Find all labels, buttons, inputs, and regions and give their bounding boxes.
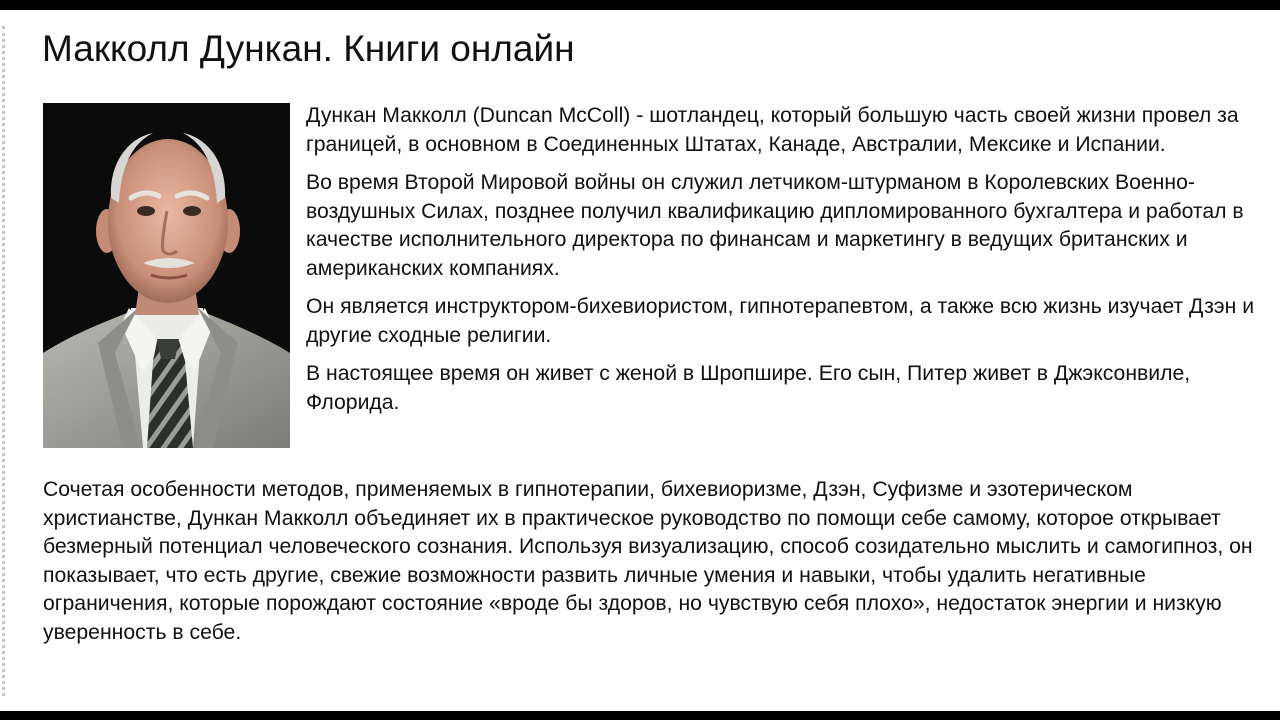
bio-text [306,102,1256,427]
page-title: Макколл Дункан. Книги онлайн [42,28,575,69]
bio-paragraph: В настоящее время он живет с женой в Шропшире. Его сын, Питер живет в Джэксонвиле, Флорида. [306,362,1191,414]
bio-paragraph: Во время Второй Мировой войны он служил летчиком-штурманом в Королевских Военно-воздушных Силах, позднее получил квалификацию дипломированного бухгалтера и работал в качестве исполнительного директора по финансам и маркетингу в ведущих британских и американских компаниях. [306,171,1244,280]
top-frame-bar [0,0,1280,10]
author-portrait [43,103,290,448]
bio-paragraph: Он является инструктором-бихевиористом, гипнотерапевтом, а также всю жизнь изучает Дзэн и другие сходные религии. [306,295,1255,347]
summary-paragraph: Сочетая особенности методов, применяемых в гипнотерапии, бихевиоризме, Дзэн, Суфизме и эзотерическом христианстве, Дункан Макколл объединяет их в практическое руководство по помощи себе самому, которое открывает безмерный потенциал человеческого сознания. Используя визуализацию, способ созидательно мыслить и самогипноз, он показывает, что есть другие, свежие возможности развить личные умения и навыки, чтобы удалить негативные ограничения, которые порождают состояние «вроде бы здоров, но чувствую себя плохо», недостаток энергии и низкую уверенность в себе. [43,478,1253,644]
bio-paragraph: Дункан Макколл (Duncan McColl) - шотландец, который большую часть своей жизни провел за границей, в основном в Соединенных Штатах, Канаде, Австралии, Мексике и Испании. [306,104,1239,156]
bottom-frame-bar [0,711,1280,720]
dotted-page-edge [2,26,5,696]
